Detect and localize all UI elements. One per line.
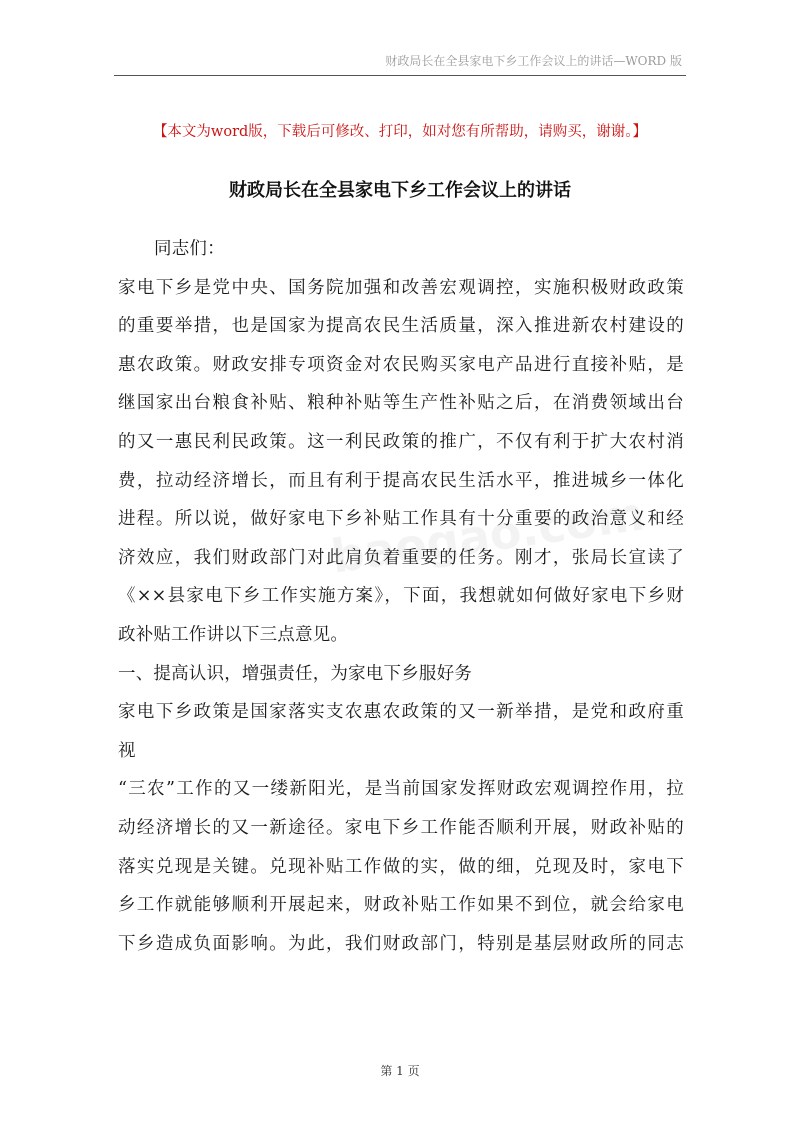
download-notice: 【本文为word版，下载后可修改、打印，如对您有所帮助，请购买，谢谢。】 — [152, 124, 648, 140]
body-line: 乡工作就能够顺利开展起来，财政补贴工作如果不到位，就会给家电 — [118, 895, 684, 916]
body-line: 视 — [118, 740, 136, 761]
body-line: 动经济增长的又一新途径。家电下乡工作能否顺利开展，财政补贴的 — [118, 817, 684, 838]
body-line: 济效应，我们财政部门对此肩负着重要的任务。刚才，张局长宣读了 — [118, 547, 684, 568]
body-line: 费，拉动经济增长，而且有利于提高农民生活水平，推进城乡一体化 — [118, 470, 684, 491]
page-number: 第 1 页 — [380, 1064, 420, 1078]
salutation: 同志们： — [154, 239, 225, 259]
body-line: “三农”工作的又一缕新阳光，是当前国家发挥财政宏观调控作用，拉 — [118, 779, 684, 800]
section-heading: 一、提高认识，增强责任，为家电下乡服好务 — [118, 663, 472, 684]
running-header: 财政局长在全县家电下乡工作会议上的讲话—WORD 版 — [385, 54, 682, 68]
body-line: 的又一惠民利民政策。这一利民政策的推广，不仅有利于扩大农村消 — [118, 431, 684, 452]
body-line: 的重要举措，也是国家为提高农民生活质量，深入推进新农村建设的 — [118, 316, 684, 337]
body-line: 《××县家电下乡工作实施方案》，下面，我想就如何做好家电下乡财 — [118, 586, 684, 607]
body-line: 下乡造成负面影响。为此，我们财政部门，特别是基层财政所的同志 — [118, 933, 684, 954]
header-divider — [114, 75, 686, 76]
document-title: 财政局长在全县家电下乡工作会议上的讲话 — [229, 180, 571, 201]
body-line: 进程。所以说，做好家电下乡补贴工作具有十分重要的政治意义和经 — [118, 509, 684, 530]
body-line: 家电下乡政策是国家落实支农惠农政策的又一新举措，是党和政府重 — [118, 702, 684, 723]
body-line: 家电下乡是党中央、国务院加强和改善宏观调控，实施积极财政政策 — [118, 277, 684, 298]
body-line: 惠农政策。财政安排专项资金对农民购买家电产品进行直接补贴，是 — [118, 354, 684, 375]
body-line: 继国家出台粮食补贴、粮种补贴等生产性补贴之后，在消费领域出台 — [118, 393, 684, 414]
body-line: 落实兑现是关键。兑现补贴工作做的实，做的细，兑现及时，家电下 — [118, 856, 684, 877]
document-body — [118, 230, 684, 963]
body-line: 政补贴工作讲以下三点意见。 — [118, 624, 349, 645]
